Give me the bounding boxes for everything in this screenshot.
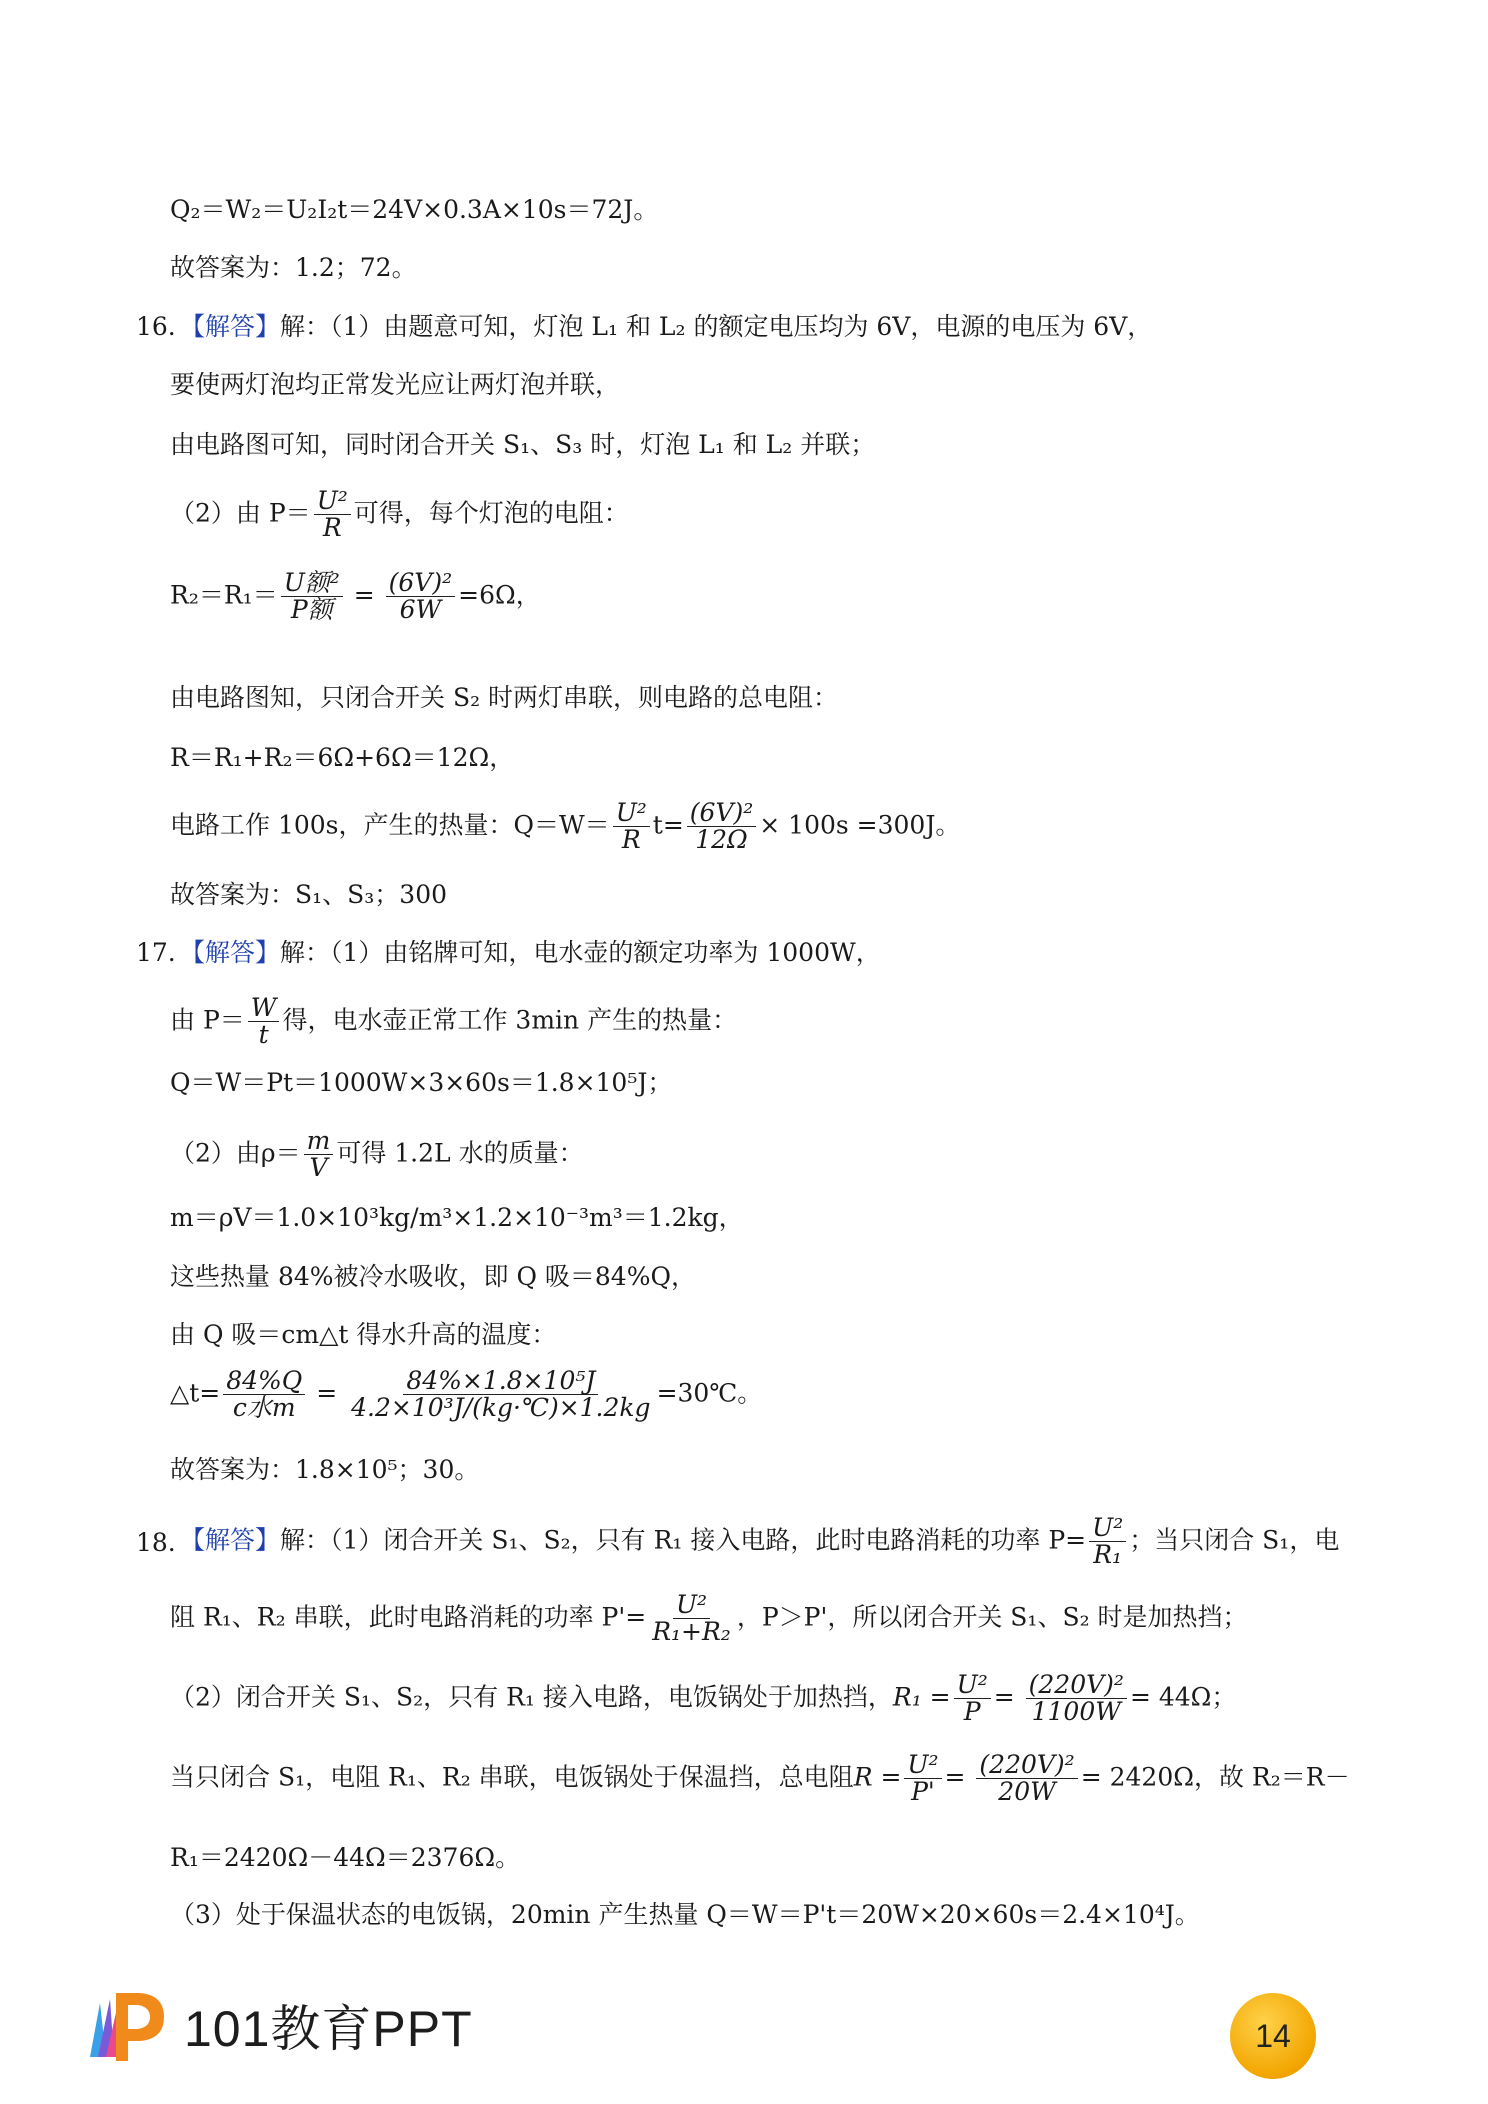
text-line: （3）处于保温状态的电饭锅，20min 产生热量 Q＝W＝P't＝20W×20×60s＝2.4×10⁴J。 xyxy=(170,1900,1200,1929)
formula-line: R₂＝R₁＝ $\frac{\text{U额²}}{\text{P额}}$ = $\frac{\text{(6V)²}}{6W}$ =6Ω， xyxy=(170,568,541,625)
text: 解：（1）由铭牌可知，电水壶的额定功率为 1000W， xyxy=(280,938,881,967)
text-line: 由电路图可知，同时闭合开关 S₁、S₃ 时，灯泡 L₁ 和 L₂ 并联； xyxy=(170,430,876,459)
formula-line: （2）闭合开关 S₁、S₂，只有 R₁ 接入电路，电饭锅处于加热挡，R₁ = $\frac{\text{U²}}{P}$ = $\frac{\text{(220V)²}}{1100W}$ = 44Ω； xyxy=(170,1670,1237,1727)
text: 解：（1）闭合开关 S₁、S₂，只有 R₁ 接入电路，此时电路消耗的功率 P= xyxy=(280,1525,1087,1555)
formula-line xyxy=(170,488,629,542)
answer-line xyxy=(180,1515,1339,1569)
text-line: 故答案为：S₁、S₃；300 xyxy=(170,880,448,909)
text: ；当只闭合 S₁，电 xyxy=(1129,1525,1340,1555)
fraction: $\frac{W}{t}$ xyxy=(248,995,280,1049)
fraction: $\frac{\text{(6V)²}}{6W}$ xyxy=(386,570,456,624)
text: 电路工作 100s，产生的热量：Q＝W＝ xyxy=(170,810,610,840)
answer-line xyxy=(180,312,1152,342)
text: （2）闭合开关 S₁、S₂，只有 R₁ 接入电路，电饭锅处于加热挡， xyxy=(170,1682,893,1712)
page-number-badge: 14 xyxy=(1230,1993,1316,2079)
fraction: $\frac{\text{84\%×1.8×10⁵J}}{\text{4.2×10³J/(kg·℃)×1.2kg}}$ xyxy=(351,1366,651,1423)
fraction: $\frac{\text{U²}}{P}$ xyxy=(954,1672,991,1726)
logo-icon xyxy=(80,1985,170,2065)
formula-line xyxy=(170,995,737,1049)
fraction: $\frac{\text{U²}}{R}$ xyxy=(314,488,351,542)
text: 得，电水壶正常工作 3min 产生的热量： xyxy=(282,1005,738,1035)
brand-logo xyxy=(80,1985,473,2065)
answer-tag: 【解答】 xyxy=(180,1525,281,1555)
text: R₂＝R₁＝ xyxy=(170,580,278,610)
question-number: 16. xyxy=(136,312,176,341)
text: = 2420Ω，故 R₂＝R－ xyxy=(1080,1762,1350,1792)
fraction: $\frac{\text{(220V)²}}{1100W}$ xyxy=(1026,1672,1127,1726)
text: R₁ = xyxy=(892,1682,951,1712)
formula-line xyxy=(170,1592,1248,1646)
text: △t= xyxy=(170,1378,221,1408)
fraction: $\frac{\text{(220V)²}}{20W}$ xyxy=(976,1752,1077,1806)
logo-text: 101教育PPT xyxy=(184,2001,473,2057)
text-line: 要使两灯泡均正常发光应让两灯泡并联， xyxy=(170,370,621,399)
text-line: 故答案为：1.8×10⁵；30。 xyxy=(170,1455,480,1484)
text: 由 P＝ xyxy=(170,1005,245,1035)
text-line: R＝R₁+R₂＝6Ω+6Ω＝12Ω， xyxy=(170,743,515,772)
text-line: 由 Q 吸＝cm△t 得水升高的温度： xyxy=(170,1320,557,1349)
text: 可得，每个灯泡的电阻： xyxy=(353,498,629,528)
formula-line xyxy=(170,1128,584,1182)
answer-tag: 【解答】 xyxy=(180,312,281,341)
text: R = xyxy=(853,1762,902,1792)
fraction: $\frac{\text{(6V)²}}{12\Omega}$ xyxy=(687,800,757,854)
text-line: 这些热量 84%被冷水吸收，即 Q 吸＝84%Q， xyxy=(170,1262,696,1291)
text-line: R₁＝2420Ω－44Ω＝2376Ω。 xyxy=(170,1843,521,1872)
fraction: $\frac{m}{V}$ xyxy=(304,1128,334,1182)
fraction: $\frac{84\%Q}{\text{c水m}}$ xyxy=(223,1368,305,1422)
text: （2）由 P＝ xyxy=(170,498,311,528)
formula-line xyxy=(170,800,960,854)
text: 可得 1.2L 水的质量： xyxy=(336,1138,584,1168)
answer-line xyxy=(180,938,881,968)
fraction: $\frac{\text{U²}}{R}$ xyxy=(613,800,650,854)
fraction: $\frac{\text{U²}}{\text{R₁}}$ xyxy=(1089,1515,1126,1569)
text-line: Q＝W＝Pt＝1000W×3×60s＝1.8×10⁵J； xyxy=(170,1068,673,1097)
text: t= xyxy=(652,810,684,840)
formula-line: 当只闭合 S₁，电阻 R₁、R₂ 串联，电饭锅处于保温挡，总电阻R = $\frac{\text{U²}}{P'}$ = $\frac{\text{(220V)²}}{20W}$ = 2420Ω，故 R₂＝R－ xyxy=(170,1750,1350,1807)
text: =30℃。 xyxy=(656,1378,763,1408)
fraction: $\frac{\text{U²}}{\text{R₁+R₂}}$ xyxy=(652,1590,731,1647)
text: ，P＞P'，所以闭合开关 S₁、S₂ 时是加热挡； xyxy=(736,1602,1248,1632)
fraction: $\frac{\text{U²}}{P'}$ xyxy=(904,1752,941,1806)
answer-tag: 【解答】 xyxy=(180,938,281,967)
text: = 44Ω； xyxy=(1129,1682,1237,1712)
text: =6Ω， xyxy=(458,580,541,610)
question-number: 17. xyxy=(136,938,176,967)
text: × 100s =300J。 xyxy=(759,810,961,840)
text: 当只闭合 S₁，电阻 R₁、R₂ 串联，电饭锅处于保温挡，总电阻 xyxy=(170,1762,854,1792)
fraction: $\frac{\text{U额²}}{\text{P额}}$ xyxy=(281,570,343,624)
text: 解：（1）由题意可知，灯泡 L₁ 和 L₂ 的额定电压均为 6V，电源的电压为 6V， xyxy=(280,312,1153,341)
text-line: 故答案为：1.2；72。 xyxy=(170,253,417,282)
text: 阻 R₁、R₂ 串联，此时电路消耗的功率 P'= xyxy=(170,1602,647,1632)
formula-line: △t= $\frac{84\%Q}{\text{c水m}}$ = $\frac{\text{84\%×1.8×10⁵J}}{\text{4.2×10³J/(kg·℃)×1.2kg}}$ =30℃。 xyxy=(170,1366,763,1423)
text: （2）由ρ＝ xyxy=(170,1138,301,1168)
question-number: 18. xyxy=(136,1528,176,1557)
text-line: Q₂＝W₂＝U₂I₂t＝24V×0.3A×10s＝72J。 xyxy=(170,195,659,224)
text-line: 由电路图知，只闭合开关 S₂ 时两灯串联，则电路的总电阻： xyxy=(170,683,839,712)
text-line: m＝ρV＝1.0×10³kg/m³×1.2×10⁻³m³＝1.2kg， xyxy=(170,1203,744,1232)
